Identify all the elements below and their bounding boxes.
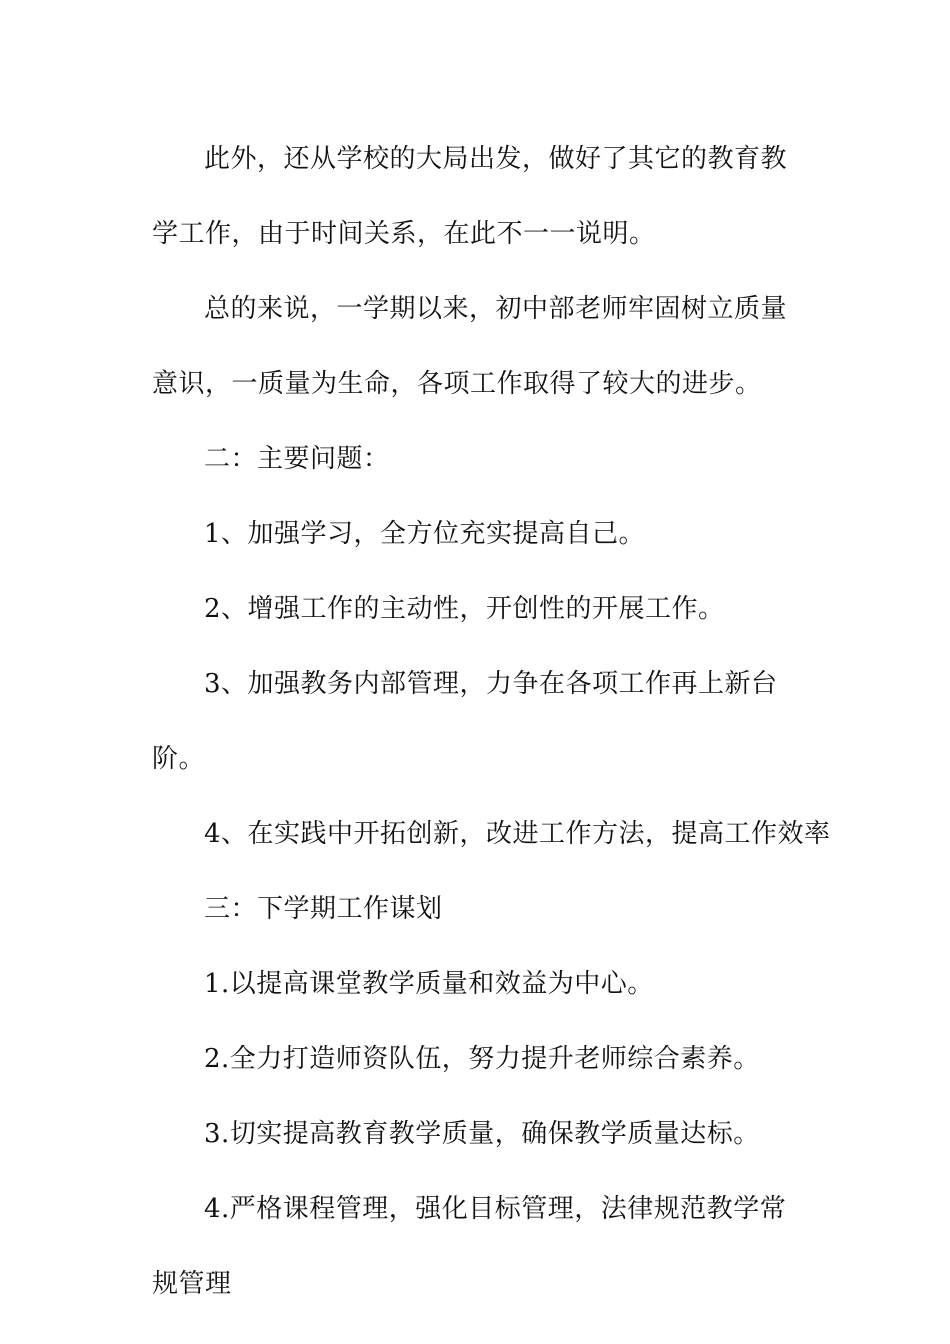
plan-item-4: 4.严格课程管理，强化目标管理，法律规范教学常规管理 bbox=[152, 1194, 787, 1299]
section-heading-plan: 三：下学期工作谋划 bbox=[204, 894, 443, 924]
problem-item-2: 2、增强工作的主动性，开创性的开展工作。 bbox=[204, 594, 725, 624]
plan-item-2: 2.全力打造师资队伍，努力提升老师综合素养。 bbox=[204, 1044, 760, 1074]
paragraph-2: 总的来说，一学期以来，初中部老师牢固树立质量意识，一质量为生命，各项工作取得了较大的进步。 bbox=[152, 294, 788, 399]
problem-item-4: 4、在实践中开拓创新，改进工作方法，提高工作效率 bbox=[204, 819, 831, 849]
plan-item-1: 1.以提高课堂教学质量和效益为中心。 bbox=[204, 969, 654, 999]
section-heading-problems: 二：主要问题： bbox=[204, 444, 390, 474]
problem-item-1: 1、加强学习，全方位充实提高自己。 bbox=[204, 519, 646, 549]
plan-item-3: 3.切实提高教育教学质量，确保教学质量达标。 bbox=[204, 1119, 760, 1149]
paragraph-1: 此外，还从学校的大局出发，做好了其它的教育教学工作，由于时间关系，在此不一一说明。 bbox=[152, 144, 788, 249]
problem-item-3: 3、加强教务内部管理，力争在各项工作再上新台阶。 bbox=[152, 669, 778, 774]
document-body bbox=[152, 122, 831, 1322]
